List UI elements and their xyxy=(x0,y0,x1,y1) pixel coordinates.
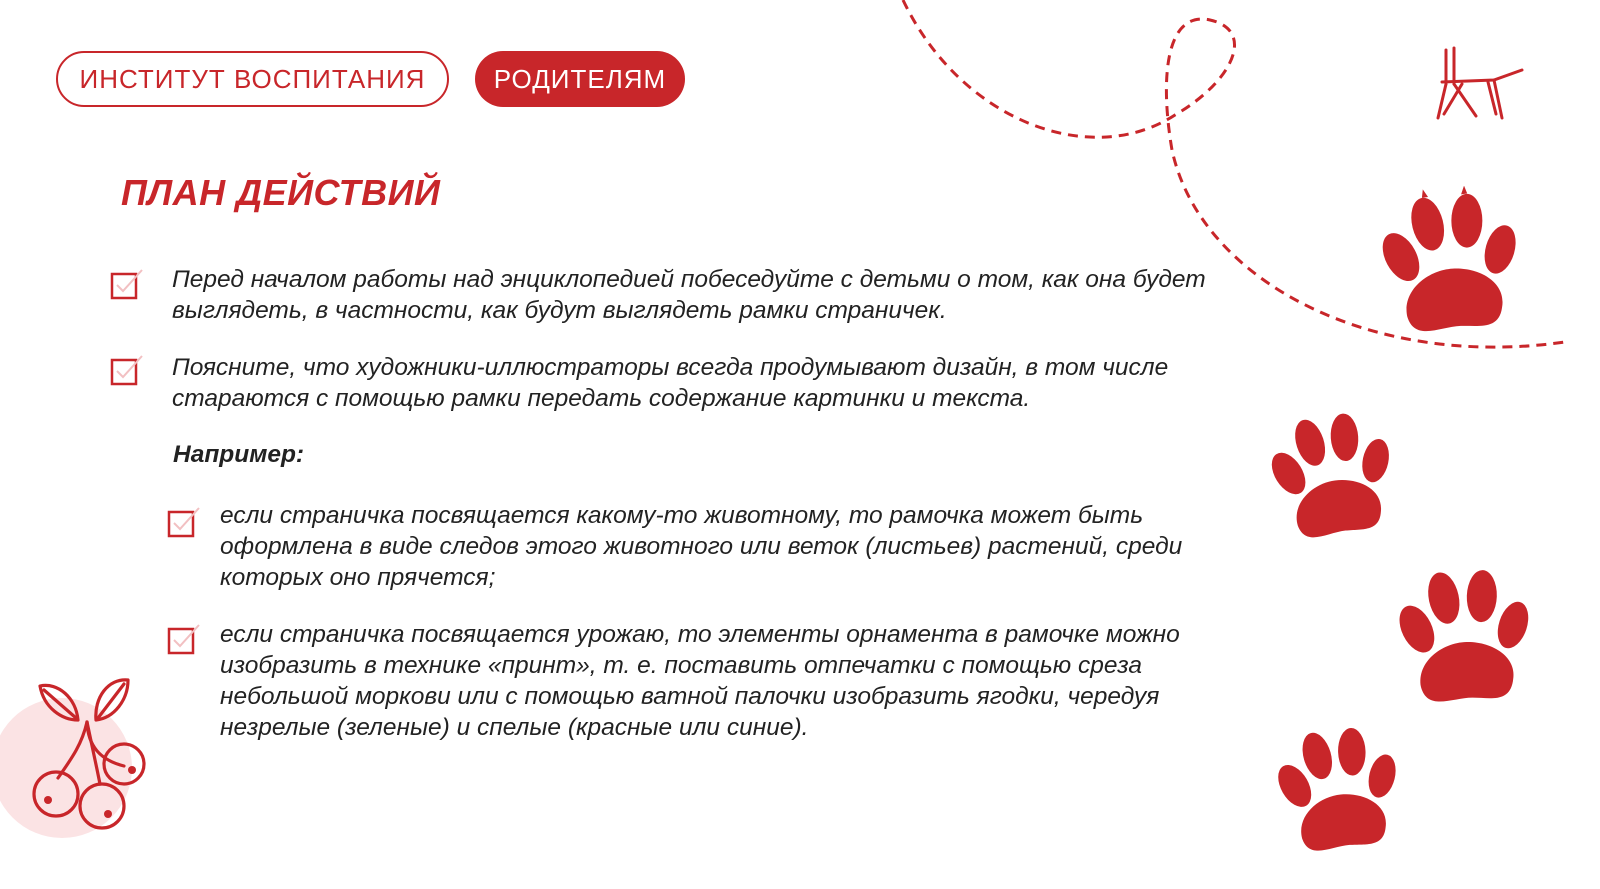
checkbox-icon xyxy=(167,623,201,655)
checkbox-icon xyxy=(167,506,201,538)
page-title: ПЛАН ДЕЙСТВИЙ xyxy=(121,172,441,213)
list-item-text: Поясните, что художники-иллюстраторы всегда продумывают дизайн, в том числе стараются с помощью рамки передать содержание картинки и текста. xyxy=(172,354,1169,412)
paw-print-icon xyxy=(1378,186,1526,341)
chair-logo-icon xyxy=(1432,44,1527,122)
sub-list-item-text: если страничка посвящается какому-то животному, то рамочка может быть оформлена в виде следов этого животного или веток (листьев) растений, среди которых оно прячется; xyxy=(220,502,1183,591)
checkbox-icon xyxy=(110,354,144,386)
sub-list-item xyxy=(220,619,1220,743)
list-item-text: Перед началом работы над энциклопедией побеседуйте с детьми о том, как она будет выглядеть, в частности, как будут выглядеть рамки страничек. xyxy=(172,266,1206,324)
cherry-icon xyxy=(28,676,152,832)
institute-badge[interactable]: ИНСТИТУТ ВОСПИТАНИЯ xyxy=(56,51,449,107)
list-item xyxy=(172,264,1212,326)
parents-badge[interactable]: РОДИТЕЛЯМ xyxy=(475,51,685,107)
sub-list-item xyxy=(220,500,1220,593)
list-item xyxy=(172,352,1212,414)
paw-print-icon xyxy=(1270,406,1398,546)
paw-print-icon xyxy=(1396,562,1536,712)
example-heading: Например: xyxy=(173,441,305,468)
checkbox-icon xyxy=(110,268,144,300)
sub-list-item-text: если страничка посвящается урожаю, то элементы орнамента в рамочке можно изобразить в технике «принт», т. е. поставить отпечатки с помощью среза небольшой моркови или с помощью ватной палочки изобразить ягодки, чередуя незрелые (зеленые) и спелые (красные или синие). xyxy=(220,621,1180,741)
paw-print-icon xyxy=(1276,720,1404,860)
